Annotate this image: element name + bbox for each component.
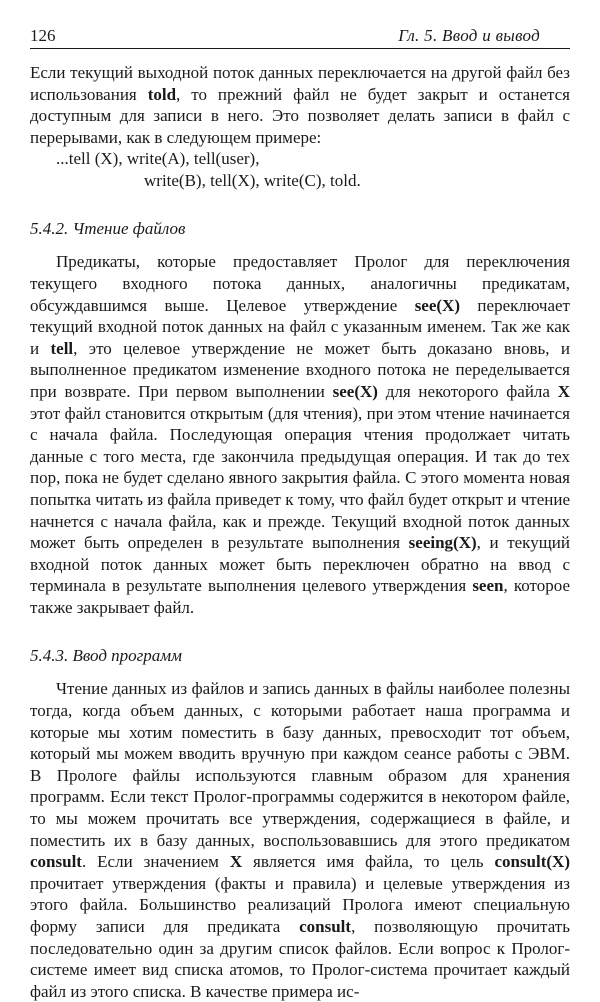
text-run: Предикаты, которые предоставляет Пролог для переключения текущего входного потока данных, аналогичны предикатам, обсуждавшимся выше. Целевое утверждение (30, 252, 570, 315)
variable-x: X (229, 852, 243, 872)
text-run: Чтение данных из файлов и запись данных в файлы наиболее полезны тогда, когда объем данных, с которыми работает наша программа и которые мы хотим поместить в базу данных, превосходит тот объем, который мы можем вводить вручную при каждом сеансе работы с ЭВМ. В Прологе файлы используются главным образом для хранения программ. Если текст Пролог-программы содержится в некотором файле, то мы можем прочитать все утверждения, содержащиеся в файле, и поместить их в базу данных, воспользовавшись для этого предикатом (30, 679, 570, 850)
text-run: , это целевое утверждение не может быть доказано вновь, и выполненное предикатом изменение входного потока не переделывается при возврате. При первом выполнении (30, 338, 570, 401)
text-run: Если текущий выходной поток данных переключается на другой файл без использования (30, 63, 570, 104)
predicate-consult-x: consult(X) (494, 852, 570, 872)
predicate-see: see(X) (414, 295, 460, 315)
section-542-paragraph (30, 251, 570, 618)
code-line-2: write(B), tell(X), write(C), told. (144, 171, 361, 191)
page-body (30, 62, 570, 1002)
intro-paragraph (30, 62, 570, 148)
running-title: Гл. 5. Ввод и вывод (398, 26, 540, 45)
text-run: является имя файла, то цель (242, 852, 495, 872)
text-run: , позволяющую прочитать последовательно один за другим список файлов. Если вопрос к Пролог-системе имеет вид списка атомов, то Пролог-система прочитает каждый файл из этого списка. В качестве примера ис- (30, 917, 570, 1001)
predicate-tell: tell (50, 338, 74, 358)
predicate-consult: consult (299, 917, 352, 936)
page-number: 126 (30, 26, 56, 45)
text-run: для некоторого файла (377, 381, 558, 401)
predicate-seen: seen (472, 576, 504, 596)
section-543-paragraph (30, 678, 570, 1002)
section-heading-543: 5.4.3. Ввод программ (30, 646, 182, 666)
predicate-seeing: seeing(X) (408, 533, 477, 553)
text-run: , и текущий входной поток данных может быть переключен обратно на ввод с терминала в результате выполнения целевого утверждения (30, 533, 570, 596)
predicate-consult: consult (30, 852, 82, 872)
text-run: , которое также закрывает файл. (30, 576, 570, 617)
code-line-1: ...tell (X), write(A), tell(user), (56, 149, 260, 169)
variable-x: X (557, 381, 570, 401)
text-run: прочитает утверждения (факты и правила) и целевые утверждения из этого файла. Большинство реализаций Пролога имеют специальную форму записи для предиката (30, 873, 570, 936)
section-heading-542: 5.4.2. Чтение файлов (30, 219, 186, 239)
code-example (56, 148, 570, 192)
page-header (30, 26, 570, 49)
text-run: переключает текущий входной поток данных на файл с указанным именем. Так же как и (30, 295, 570, 358)
predicate-see: see(X) (332, 381, 378, 401)
predicate-told: told (147, 84, 177, 104)
text-run: , то прежний файл не будет закрыт и останется доступным для записи в него. Это позволяет делать записи в файл с перерывами, как в следующем примере: (30, 84, 570, 147)
text-run: этот файл становится открытым (для чтения), при этом чтение начинается с начала файла. Последующая операция чтения продолжает читать данные с того места, где закончила предыдущая операция. И так до тех пор, пока не будет сделано явного закрытия файла. С этого момента новая попытка читать из файла приведет к тому, что файл будет открыт и чтение начнется с начала файла, как и прежде. Текущий входной поток данных может быть определен в результате выполнения (30, 403, 570, 553)
text-run: . Если значением (81, 852, 230, 872)
